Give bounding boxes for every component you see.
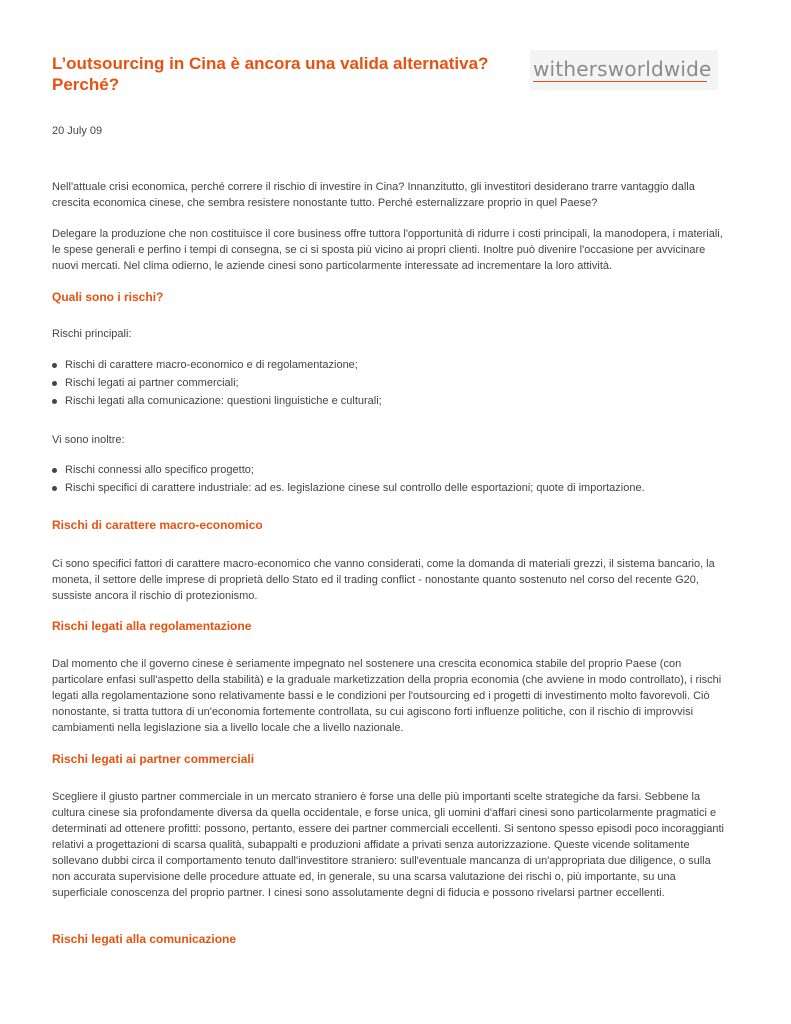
section-heading-communication: Rischi legati alla comunicazione: [52, 932, 237, 946]
list-item: Rischi specifici di carattere industriale: ad es. legislazione cinese sul controllo delle esportazioni; quote di importazione.: [52, 479, 724, 497]
section-text-partners: Scegliere il giusto partner commerciale in un mercato straniero è forse una delle più importanti scelte strategiche da farsi. Sebbene la cultura cinese sia profondamente diversa da quella occidentale, e forse unica, gli uomini d'affari cinesi sono particolarmente pragmatici e determinati ad ottenere profitti: possono, pertanto, essere dei partner commerciali eccellenti. Si sentono spesso episodi poco incoraggianti relativi a progettazioni di scarsa qualità, subappalti e produzioni affidate a privati senza autorizzazione. Queste vicende solitamente sollevano dubbi circa il comportamento tenuto dall'investitore straniero: sull'eventuale mancanza di un'appropriata due diligence, o sulla non accurata supervisione delle procedure attuate ed, in generale, su una scarsa valutazione dei rischi o, più importante, su una superficiale conoscenza del proprio partner. I cinesi sono assolutamente degni di fiducia e possono rivelarsi partner eccellenti.: [52, 791, 724, 899]
other-risks-list: [52, 461, 724, 497]
section-heading-partners: Rischi legati ai partner commerciali: [52, 752, 255, 766]
section-heading-macro: Rischi di carattere macro-economico: [52, 518, 263, 532]
logo-wordmark: withersworldwide: [533, 57, 712, 81]
list-item: Rischi legati alla comunicazione: questioni linguistiche e culturali;: [52, 392, 724, 410]
other-risks-label: Vi sono inoltre:: [52, 434, 125, 446]
section-text-regulation: Dal momento che il governo cinese è seriamente impegnato nel sostenere una crescita economica stabile del proprio Paese (con particolare enfasi sull'aspetto della stabilità) e la graduale marketizzation della propria economia (che avviene in modo controllato), i rischi legati alla regolamentazione sono relativamente bassi e le condizioni per l'outsourcing ed i progetti di investimento molto favorevoli. Ciò nonostante, si tratta tuttora di un'economia fortemente controllata, su cui agiscono forti influenze politiche, con il rischio di improvvisi cambiamenti nella legislazione sia a livello locale che a livello nazionale.: [52, 658, 722, 734]
risks-heading: Quali sono i rischi?: [52, 290, 164, 304]
list-item: Rischi di carattere macro-economico e di regolamentazione;: [52, 356, 724, 374]
page-title: L’outsourcing in Cina è ancora una valida alternativa? Perché?: [52, 54, 489, 94]
intro-paragraph-2: Delegare la produzione che non costituisce il core business offre tuttora l'opportunità di ridurre i costi principali, la manodopera, i materiali, le spese generali e perfino i tempi di consegna, se ci si sposta più vicino ai propri clienti. Inoltre può divenire l'occasione per avvicinare nuovi mercati. Nel clima odierno, le aziende cinesi sono particolarmente interessate ad incrementare la loro attività.: [52, 228, 723, 272]
withers-logo: [530, 50, 718, 90]
list-item: Rischi connessi allo specifico progetto;: [52, 461, 724, 479]
section-heading-regulation: Rischi legati alla regolamentazione: [52, 619, 252, 633]
section-text-macro: Ci sono specifici fattori di carattere macro-economico che vanno considerati, come la domanda di materiali grezzi, il sistema bancario, la moneta, il settore delle imprese di proprietà dello Stato ed il trading conflict - nonostante quanto sostenuto nel corso del recente G20, sussiste ancora il rischio di protezionismo.: [52, 558, 715, 602]
publication-date: 20 July 09: [52, 125, 103, 137]
intro-paragraph-1: Nell'attuale crisi economica, perché correre il rischio di investire in Cina? Innanzitutto, gli investitori desiderano trarre vantaggio dalla crescita economica cinese, che sembra resistere nonostante tutto. Perché esternalizzare proprio in quel Paese?: [52, 181, 695, 209]
list-item: Rischi legati ai partner commerciali;: [52, 374, 724, 392]
logo-underline: [533, 81, 707, 82]
main-risks-list: [52, 356, 724, 410]
main-risks-label: Rischi principali:: [52, 328, 132, 340]
